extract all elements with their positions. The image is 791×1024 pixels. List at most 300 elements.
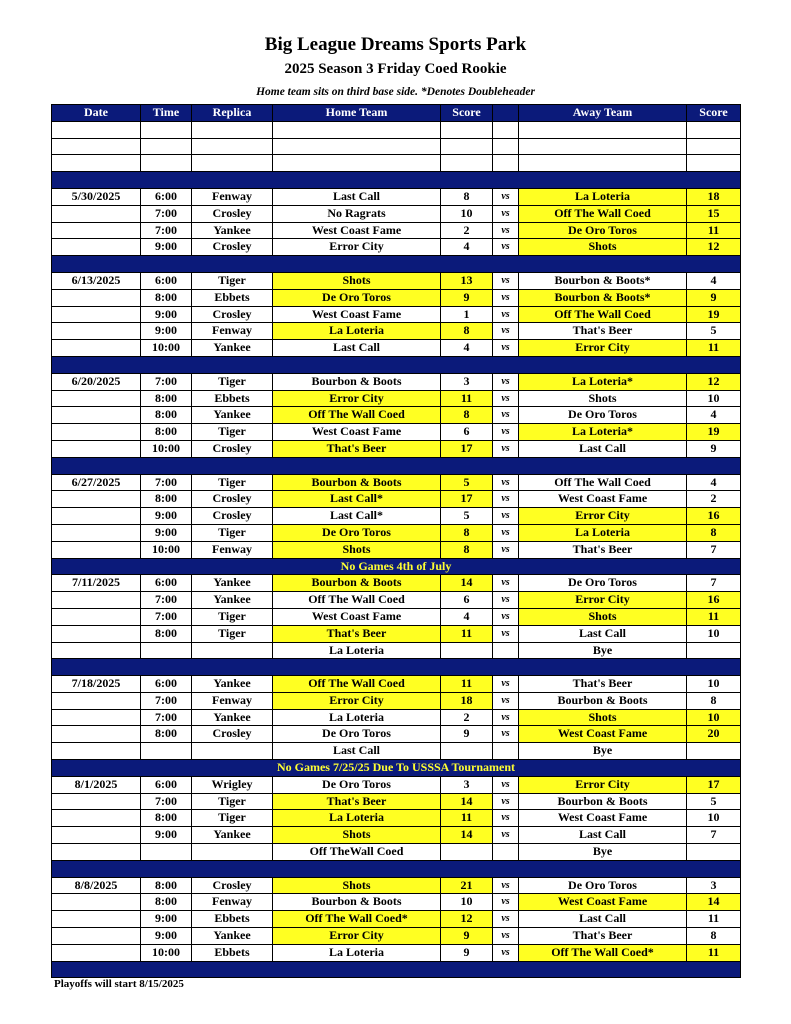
- cell-home-score: 14: [441, 827, 493, 844]
- cell-vs: vs: [493, 373, 519, 390]
- cell-date: 6/27/2025: [52, 474, 141, 491]
- cell-away-team: La Loteria: [519, 188, 687, 205]
- cell-away-score: 20: [687, 726, 741, 743]
- col-header-time: Time: [141, 105, 192, 122]
- game-row: [52, 928, 741, 945]
- game-row: [52, 827, 741, 844]
- cell-time: 8:00: [141, 625, 192, 642]
- cell-replica: Crosley: [192, 205, 273, 222]
- empty-row: [52, 138, 741, 155]
- cell-time: [141, 155, 192, 172]
- cell-time: [141, 844, 192, 861]
- cell-away-team: Off The Wall Coed: [519, 306, 687, 323]
- cell-home-score: 17: [441, 440, 493, 457]
- game-row: [52, 743, 741, 760]
- cell-date: 7/11/2025: [52, 575, 141, 592]
- week-separator-row: [52, 457, 741, 474]
- cell-away-team: [519, 138, 687, 155]
- cell-time: 7:00: [141, 592, 192, 609]
- cell-replica: Yankee: [192, 407, 273, 424]
- cell-time: 7:00: [141, 709, 192, 726]
- cell-home-team: West Coast Fame: [273, 424, 441, 441]
- cell-date: [52, 222, 141, 239]
- game-row: [52, 776, 741, 793]
- cell-away-score: 5: [687, 793, 741, 810]
- game-row: [52, 793, 741, 810]
- cell-replica: Crosley: [192, 491, 273, 508]
- cell-away-score: 7: [687, 541, 741, 558]
- cell-replica: Tiger: [192, 810, 273, 827]
- cell-vs: vs: [493, 272, 519, 289]
- cell-time: [141, 121, 192, 138]
- cell-home-team: Off The Wall Coed: [273, 676, 441, 693]
- cell-home-team: Shots: [273, 877, 441, 894]
- cell-home-team: That's Beer: [273, 793, 441, 810]
- cell-replica: Yankee: [192, 575, 273, 592]
- cell-home-score: 21: [441, 877, 493, 894]
- game-row: [52, 944, 741, 961]
- cell-time: 10:00: [141, 944, 192, 961]
- cell-time: 8:00: [141, 491, 192, 508]
- cell-time: 8:00: [141, 289, 192, 306]
- cell-away-team: That's Beer: [519, 541, 687, 558]
- cell-replica: Crosley: [192, 440, 273, 457]
- cell-home-score: 12: [441, 911, 493, 928]
- cell-time: [141, 743, 192, 760]
- cell-date: [52, 692, 141, 709]
- cell-vs: [493, 743, 519, 760]
- cell-away-team: Bourbon & Boots: [519, 692, 687, 709]
- cell-vs: [493, 121, 519, 138]
- cell-away-team: La Loteria: [519, 524, 687, 541]
- cell-away-score: 2: [687, 491, 741, 508]
- cell-home-team: West Coast Fame: [273, 306, 441, 323]
- cell-away-score: 3: [687, 877, 741, 894]
- cell-away-score: 7: [687, 827, 741, 844]
- cell-away-score: [687, 743, 741, 760]
- cell-away-team: West Coast Fame: [519, 810, 687, 827]
- cell-vs: vs: [493, 776, 519, 793]
- cell-vs: vs: [493, 575, 519, 592]
- game-row: [52, 844, 741, 861]
- cell-date: [52, 390, 141, 407]
- cell-date: [52, 844, 141, 861]
- cell-home-score: 5: [441, 508, 493, 525]
- cell-away-team: West Coast Fame: [519, 491, 687, 508]
- cell-vs: vs: [493, 810, 519, 827]
- cell-replica: Crosley: [192, 726, 273, 743]
- cell-home-team: Off TheWall Coed: [273, 844, 441, 861]
- cell-date: [52, 323, 141, 340]
- cell-vs: [493, 642, 519, 659]
- cell-replica: Tiger: [192, 793, 273, 810]
- cell-home-team: Bourbon & Boots: [273, 575, 441, 592]
- game-row: [52, 524, 741, 541]
- cell-replica: Wrigley: [192, 776, 273, 793]
- cell-time: 7:00: [141, 222, 192, 239]
- cell-vs: vs: [493, 222, 519, 239]
- cell-home-team: La Loteria: [273, 642, 441, 659]
- cell-away-team: De Oro Toros: [519, 222, 687, 239]
- cell-home-team: Shots: [273, 541, 441, 558]
- game-row: [52, 272, 741, 289]
- no-games-banner-row: [52, 760, 741, 777]
- game-row: [52, 188, 741, 205]
- game-row: [52, 205, 741, 222]
- cell-date: [52, 642, 141, 659]
- cell-time: 8:00: [141, 810, 192, 827]
- cell-away-team: Off The Wall Coed: [519, 205, 687, 222]
- cell-away-score: 10: [687, 390, 741, 407]
- cell-away-score: 4: [687, 272, 741, 289]
- col-header-away-team: Away Team: [519, 105, 687, 122]
- cell-vs: vs: [493, 592, 519, 609]
- cell-away-score: 8: [687, 928, 741, 945]
- cell-home-score: [441, 743, 493, 760]
- cell-away-team: West Coast Fame: [519, 726, 687, 743]
- cell-replica: Crosley: [192, 877, 273, 894]
- cell-vs: vs: [493, 508, 519, 525]
- game-row: [52, 676, 741, 693]
- cell-away-team: De Oro Toros: [519, 575, 687, 592]
- game-row: [52, 575, 741, 592]
- cell-date: [52, 793, 141, 810]
- cell-replica: Yankee: [192, 340, 273, 357]
- col-header-replica: Replica: [192, 105, 273, 122]
- cell-vs: vs: [493, 676, 519, 693]
- cell-vs: vs: [493, 877, 519, 894]
- cell-date: 5/30/2025: [52, 188, 141, 205]
- cell-time: 8:00: [141, 894, 192, 911]
- cell-vs: vs: [493, 390, 519, 407]
- page-title: Big League Dreams Sports Park: [264, 34, 527, 55]
- cell-away-team: [519, 121, 687, 138]
- cell-away-team: Error City: [519, 508, 687, 525]
- cell-vs: vs: [493, 608, 519, 625]
- game-row: [52, 508, 741, 525]
- cell-time: 6:00: [141, 676, 192, 693]
- cell-away-team: Last Call: [519, 911, 687, 928]
- cell-replica: Crosley: [192, 508, 273, 525]
- cell-replica: Yankee: [192, 827, 273, 844]
- no-games-banner: No Games 7/25/25 Due To USSSA Tournament: [52, 760, 741, 777]
- cell-home-team: Bourbon & Boots: [273, 373, 441, 390]
- cell-replica: Ebbets: [192, 944, 273, 961]
- cell-time: 10:00: [141, 440, 192, 457]
- cell-away-team: Error City: [519, 776, 687, 793]
- cell-time: 6:00: [141, 272, 192, 289]
- game-row: [52, 424, 741, 441]
- cell-away-team: Last Call: [519, 440, 687, 457]
- cell-away-score: 11: [687, 222, 741, 239]
- cell-date: 8/8/2025: [52, 877, 141, 894]
- cell-home-team: Error City: [273, 390, 441, 407]
- cell-home-team: Off The Wall Coed: [273, 407, 441, 424]
- cell-vs: vs: [493, 424, 519, 441]
- empty-row: [52, 155, 741, 172]
- cell-home-team: Last Call: [273, 188, 441, 205]
- cell-replica: Tiger: [192, 272, 273, 289]
- cell-away-team: That's Beer: [519, 323, 687, 340]
- page-subtitle: 2025 Season 3 Friday Coed Rookie: [284, 61, 507, 77]
- cell-home-team: La Loteria: [273, 709, 441, 726]
- cell-home-team: De Oro Toros: [273, 524, 441, 541]
- schedule-table: [51, 104, 741, 978]
- cell-date: [52, 524, 141, 541]
- cell-home-score: 13: [441, 272, 493, 289]
- separator-cell: [52, 356, 741, 373]
- cell-replica: [192, 155, 273, 172]
- cell-home-score: 8: [441, 524, 493, 541]
- cell-home-team: Off The Wall Coed*: [273, 911, 441, 928]
- cell-vs: vs: [493, 894, 519, 911]
- game-row: [52, 592, 741, 609]
- cell-vs: [493, 155, 519, 172]
- cell-home-team: Last Call: [273, 743, 441, 760]
- cell-date: [52, 726, 141, 743]
- cell-vs: vs: [493, 205, 519, 222]
- cell-home-team: [273, 138, 441, 155]
- cell-home-score: 2: [441, 709, 493, 726]
- cell-date: [52, 491, 141, 508]
- game-row: [52, 289, 741, 306]
- schedule-body: [52, 121, 741, 978]
- cell-away-score: 10: [687, 676, 741, 693]
- cell-date: [52, 239, 141, 256]
- cell-away-team: Off The Wall Coed: [519, 474, 687, 491]
- game-row: [52, 608, 741, 625]
- cell-vs: vs: [493, 827, 519, 844]
- cell-time: 9:00: [141, 323, 192, 340]
- cell-vs: vs: [493, 911, 519, 928]
- cell-vs: vs: [493, 726, 519, 743]
- cell-home-team: West Coast Fame: [273, 608, 441, 625]
- cell-date: [52, 592, 141, 609]
- week-separator-row: [52, 172, 741, 189]
- cell-home-team: Last Call: [273, 340, 441, 357]
- game-row: [52, 222, 741, 239]
- cell-vs: vs: [493, 188, 519, 205]
- game-row: [52, 340, 741, 357]
- cell-home-score: 11: [441, 390, 493, 407]
- col-header-date: Date: [52, 105, 141, 122]
- game-row: [52, 709, 741, 726]
- game-row: [52, 541, 741, 558]
- cell-date: [52, 608, 141, 625]
- cell-date: [52, 709, 141, 726]
- col-header-home-score: Score: [441, 105, 493, 122]
- cell-date: [52, 138, 141, 155]
- cell-replica: Tiger: [192, 625, 273, 642]
- cell-date: 6/13/2025: [52, 272, 141, 289]
- cell-replica: Yankee: [192, 676, 273, 693]
- cell-replica: [192, 844, 273, 861]
- cell-away-score: 11: [687, 608, 741, 625]
- cell-away-score: 8: [687, 692, 741, 709]
- cell-away-score: 15: [687, 205, 741, 222]
- cell-replica: [192, 642, 273, 659]
- cell-away-team: Last Call: [519, 827, 687, 844]
- cell-home-team: Error City: [273, 692, 441, 709]
- cell-time: 9:00: [141, 524, 192, 541]
- cell-away-score: [687, 155, 741, 172]
- cell-home-score: [441, 642, 493, 659]
- cell-replica: Tiger: [192, 424, 273, 441]
- cell-time: 8:00: [141, 877, 192, 894]
- cell-away-team: Error City: [519, 340, 687, 357]
- cell-home-score: 18: [441, 692, 493, 709]
- cell-replica: Crosley: [192, 239, 273, 256]
- cell-time: 9:00: [141, 239, 192, 256]
- cell-away-team: Shots: [519, 709, 687, 726]
- cell-vs: vs: [493, 944, 519, 961]
- cell-away-score: 4: [687, 407, 741, 424]
- cell-home-team: Off The Wall Coed: [273, 592, 441, 609]
- cell-home-team: West Coast Fame: [273, 222, 441, 239]
- cell-vs: vs: [493, 440, 519, 457]
- cell-time: 8:00: [141, 726, 192, 743]
- cell-time: 7:00: [141, 373, 192, 390]
- cell-away-score: 18: [687, 188, 741, 205]
- cell-away-team: Last Call: [519, 625, 687, 642]
- cell-replica: Ebbets: [192, 390, 273, 407]
- cell-home-score: 6: [441, 592, 493, 609]
- cell-away-team: Bye: [519, 743, 687, 760]
- cell-away-score: 9: [687, 440, 741, 457]
- cell-home-score: 4: [441, 239, 493, 256]
- cell-vs: vs: [493, 491, 519, 508]
- cell-time: 8:00: [141, 407, 192, 424]
- cell-home-score: 8: [441, 541, 493, 558]
- cell-replica: [192, 138, 273, 155]
- cell-away-score: [687, 642, 741, 659]
- game-row: [52, 692, 741, 709]
- cell-home-score: 9: [441, 944, 493, 961]
- col-header-vs: [493, 105, 519, 122]
- cell-vs: vs: [493, 524, 519, 541]
- cell-away-score: 10: [687, 810, 741, 827]
- cell-away-score: 19: [687, 424, 741, 441]
- cell-vs: vs: [493, 407, 519, 424]
- cell-replica: [192, 743, 273, 760]
- week-separator-row: [52, 356, 741, 373]
- cell-away-team: Bourbon & Boots*: [519, 289, 687, 306]
- cell-date: [52, 340, 141, 357]
- cell-vs: vs: [493, 323, 519, 340]
- cell-vs: vs: [493, 474, 519, 491]
- cell-home-team: Last Call*: [273, 508, 441, 525]
- header-note: Home team sits on third base side. *Denotes Doubleheader: [256, 86, 535, 98]
- cell-away-score: 8: [687, 524, 741, 541]
- cell-away-score: 9: [687, 289, 741, 306]
- cell-home-team: Shots: [273, 827, 441, 844]
- cell-replica: Tiger: [192, 373, 273, 390]
- cell-away-score: [687, 121, 741, 138]
- cell-home-score: 9: [441, 289, 493, 306]
- game-row: [52, 323, 741, 340]
- cell-replica: Tiger: [192, 474, 273, 491]
- cell-time: [141, 642, 192, 659]
- cell-date: [52, 541, 141, 558]
- cell-replica: Yankee: [192, 709, 273, 726]
- cell-home-score: 9: [441, 928, 493, 945]
- week-separator-row: [52, 961, 741, 978]
- week-separator-row: [52, 256, 741, 273]
- cell-home-score: [441, 155, 493, 172]
- cell-date: 6/20/2025: [52, 373, 141, 390]
- cell-date: [52, 306, 141, 323]
- cell-time: 10:00: [141, 541, 192, 558]
- cell-home-team: That's Beer: [273, 440, 441, 457]
- cell-away-score: 17: [687, 776, 741, 793]
- cell-away-team: De Oro Toros: [519, 407, 687, 424]
- cell-time: 9:00: [141, 911, 192, 928]
- cell-away-team: Shots: [519, 239, 687, 256]
- cell-home-score: 8: [441, 407, 493, 424]
- cell-time: 6:00: [141, 776, 192, 793]
- cell-date: [52, 911, 141, 928]
- cell-date: [52, 424, 141, 441]
- cell-away-team: La Loteria*: [519, 373, 687, 390]
- cell-home-team: Error City: [273, 928, 441, 945]
- cell-away-team: That's Beer: [519, 676, 687, 693]
- cell-away-score: 12: [687, 373, 741, 390]
- cell-home-team: That's Beer: [273, 625, 441, 642]
- cell-home-score: 6: [441, 424, 493, 441]
- cell-replica: Crosley: [192, 306, 273, 323]
- cell-home-team: Bourbon & Boots: [273, 894, 441, 911]
- cell-home-team: La Loteria: [273, 323, 441, 340]
- cell-date: [52, 407, 141, 424]
- cell-away-score: 11: [687, 944, 741, 961]
- cell-time: 7:00: [141, 205, 192, 222]
- cell-time: 10:00: [141, 340, 192, 357]
- cell-home-score: 9: [441, 726, 493, 743]
- cell-time: [141, 138, 192, 155]
- cell-time: 7:00: [141, 608, 192, 625]
- cell-vs: vs: [493, 289, 519, 306]
- cell-away-score: 10: [687, 709, 741, 726]
- cell-replica: Yankee: [192, 928, 273, 945]
- cell-away-score: 16: [687, 508, 741, 525]
- cell-home-score: [441, 121, 493, 138]
- cell-home-score: 11: [441, 810, 493, 827]
- cell-replica: Fenway: [192, 692, 273, 709]
- cell-time: 7:00: [141, 474, 192, 491]
- cell-home-team: [273, 155, 441, 172]
- cell-home-team: [273, 121, 441, 138]
- cell-vs: vs: [493, 340, 519, 357]
- cell-vs: [493, 138, 519, 155]
- cell-time: 9:00: [141, 827, 192, 844]
- cell-time: 9:00: [141, 306, 192, 323]
- cell-vs: vs: [493, 928, 519, 945]
- cell-replica: Fenway: [192, 541, 273, 558]
- cell-replica: Ebbets: [192, 289, 273, 306]
- cell-away-team: [519, 155, 687, 172]
- cell-home-team: La Loteria: [273, 810, 441, 827]
- cell-home-score: 8: [441, 188, 493, 205]
- game-row: [52, 810, 741, 827]
- cell-away-team: Off The Wall Coed*: [519, 944, 687, 961]
- game-row: [52, 911, 741, 928]
- cell-replica: Fenway: [192, 323, 273, 340]
- game-row: [52, 894, 741, 911]
- cell-home-score: 10: [441, 894, 493, 911]
- separator-cell: [52, 457, 741, 474]
- cell-home-team: Last Call*: [273, 491, 441, 508]
- cell-date: [52, 928, 141, 945]
